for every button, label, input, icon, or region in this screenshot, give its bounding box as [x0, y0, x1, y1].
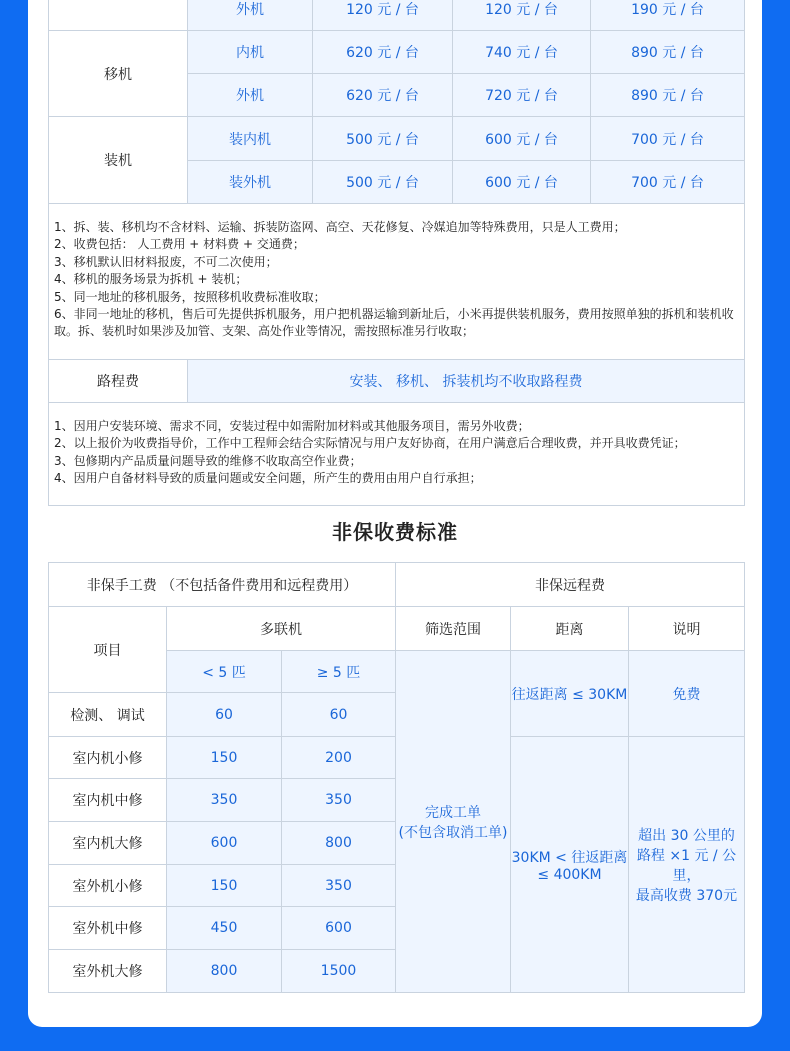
item-name: 室内机大修: [49, 822, 167, 865]
type-cell: 装外机: [188, 161, 313, 204]
remote-header: 非保远程费: [396, 563, 745, 607]
note-line: 1、因用户安装环境、需求不同，安装过程中如需附加材料或其他服务项目，需另外收费；: [54, 419, 530, 433]
group-cell-move: 移机: [49, 31, 188, 117]
item-header: 项目: [49, 607, 167, 693]
note-line: 2、收费包括： 人工费用 + 材料费 + 交通费；: [54, 237, 305, 252]
price-cell: 720 元 / 台: [453, 74, 591, 117]
price-cell: 190 元 / 台: [591, 0, 745, 31]
type-cell: 外机: [188, 74, 313, 117]
item-name: 室外机中修: [49, 907, 167, 950]
price-cell: 890 元 / 台: [591, 31, 745, 74]
type-cell: 内机: [188, 31, 313, 74]
price-cell: 600: [167, 822, 282, 865]
price-cell: 740 元 / 台: [453, 31, 591, 74]
price-cell: 350: [167, 779, 282, 822]
note-line: 3、包修期内产品质量问题导致的维修不收取高空作业费；: [54, 453, 362, 468]
desc-line: 路程 ×1 元 / 公里，: [636, 847, 737, 884]
item-name: 检测、 调试: [49, 693, 167, 737]
note-line: 4、移机的服务场景为拆机 + 装机；: [54, 272, 248, 287]
desc-line: 最高收费 370元: [635, 887, 738, 904]
item-name: 室内机中修: [49, 779, 167, 822]
price-cell: 60: [282, 693, 396, 737]
price-cell: 620 元 / 台: [313, 74, 453, 117]
desc-line: 超出 30 公里的: [638, 827, 735, 844]
content-card: [28, 0, 762, 1027]
price-cell: 60: [167, 693, 282, 737]
price-cell: 350: [282, 865, 396, 907]
desc-header: 说明: [629, 607, 745, 651]
price-cell: 450: [167, 907, 282, 950]
note-line: 3、移机默认旧材料报废，不可二次使用；: [54, 254, 278, 269]
price-cell: 600 元 / 台: [453, 161, 591, 204]
price-cell: 890 元 / 台: [591, 74, 745, 117]
route-value: 安装、 移机、 拆装机均不收取路程费: [188, 360, 745, 403]
price-cell: 150: [167, 865, 282, 907]
price-cell: 700 元 / 台: [591, 161, 745, 204]
lt5-header: < 5 匹: [167, 651, 282, 693]
price-cell: 500 元 / 台: [313, 161, 453, 204]
notes-block-1: [49, 204, 745, 360]
route-fee-row: [49, 360, 745, 403]
price-cell: 800: [282, 822, 396, 865]
distance-header: 距离: [511, 607, 629, 651]
price-cell: 150: [167, 737, 282, 779]
nonwarranty-fee-table: [48, 562, 745, 993]
price-cell: 700 元 / 台: [591, 117, 745, 161]
price-cell: 600: [282, 907, 396, 950]
ge5-header: ≥ 5 匹: [282, 651, 396, 693]
notes-row: [49, 204, 745, 360]
price-cell: 620 元 / 台: [313, 31, 453, 74]
filter-cell: [396, 651, 511, 993]
price-cell: 1500: [282, 950, 396, 993]
price-cell: 350: [282, 779, 396, 822]
table-row: [49, 117, 745, 161]
price-cell: 500 元 / 台: [313, 117, 453, 161]
type-cell: 装内机: [188, 117, 313, 161]
table-row: [49, 0, 745, 31]
price-cell: 120 元 / 台: [453, 0, 591, 31]
notes-block-2: [49, 403, 745, 506]
group-cell-top: [49, 0, 188, 31]
note-line: 4、因用户自备材料导致的质量问题或安全问题，所产生的费用由用户自行承担；: [54, 471, 482, 486]
filter-header: 筛选范围: [396, 607, 511, 651]
distance-cell-2: [511, 737, 629, 993]
note-line: 5、同一地址的移机服务，按照移机收费标准收取；: [54, 289, 326, 304]
group-cell-install: 装机: [49, 117, 188, 204]
note-line: 1、拆、装、移机均不含材料、运输、拆装防盗网、高空、天花修复、冷媒追加等特殊费用，只是人工费用；: [54, 220, 626, 234]
note-line: 2、以上报价为收费指导价，工作中工程师会结合实际情况与用户友好协商，在用户满意后合理收费，并开具收费凭证；: [54, 436, 686, 451]
note-line: 6、非同一地址的移机，售后可先提供拆机服务，用户把机器运输到新址后，小米再提供装机服务，费用按照单独的拆机和装机收取。拆、装机时如果涉及加管、支架、高处作业等情况，需按照标准另行收取；: [54, 307, 734, 339]
price-cell: 800: [167, 950, 282, 993]
price-cell: 200: [282, 737, 396, 779]
desc-cell-1: 免费: [629, 651, 745, 737]
item-name: 室外机大修: [49, 950, 167, 993]
notes-row: [49, 403, 745, 506]
filter-line: (不包含取消工单): [398, 824, 508, 841]
distance-line: 30KM < 往返距离: [511, 849, 628, 866]
route-label: 路程费: [49, 360, 188, 403]
desc-cell-2: [629, 737, 745, 993]
item-name: 室外机小修: [49, 865, 167, 907]
multi-split-header: 多联机: [167, 607, 396, 651]
table-row: [49, 563, 745, 607]
distance-line: ≤ 400KM: [537, 866, 602, 883]
item-name: 室内机小修: [49, 737, 167, 779]
price-cell: 600 元 / 台: [453, 117, 591, 161]
labor-header: 非保手工费 （不包括备件费用和远程费用）: [49, 563, 396, 607]
filter-line: 完成工单: [425, 804, 481, 821]
section-title: 非保收费标准: [332, 520, 458, 544]
type-cell: 外机: [188, 0, 313, 31]
price-cell: 120 元 / 台: [313, 0, 453, 31]
distance-cell-1: 往返距离 ≤ 30KM: [511, 651, 629, 737]
install-fee-table: [48, 0, 745, 506]
table-row: [49, 607, 745, 651]
table-row: [49, 31, 745, 74]
